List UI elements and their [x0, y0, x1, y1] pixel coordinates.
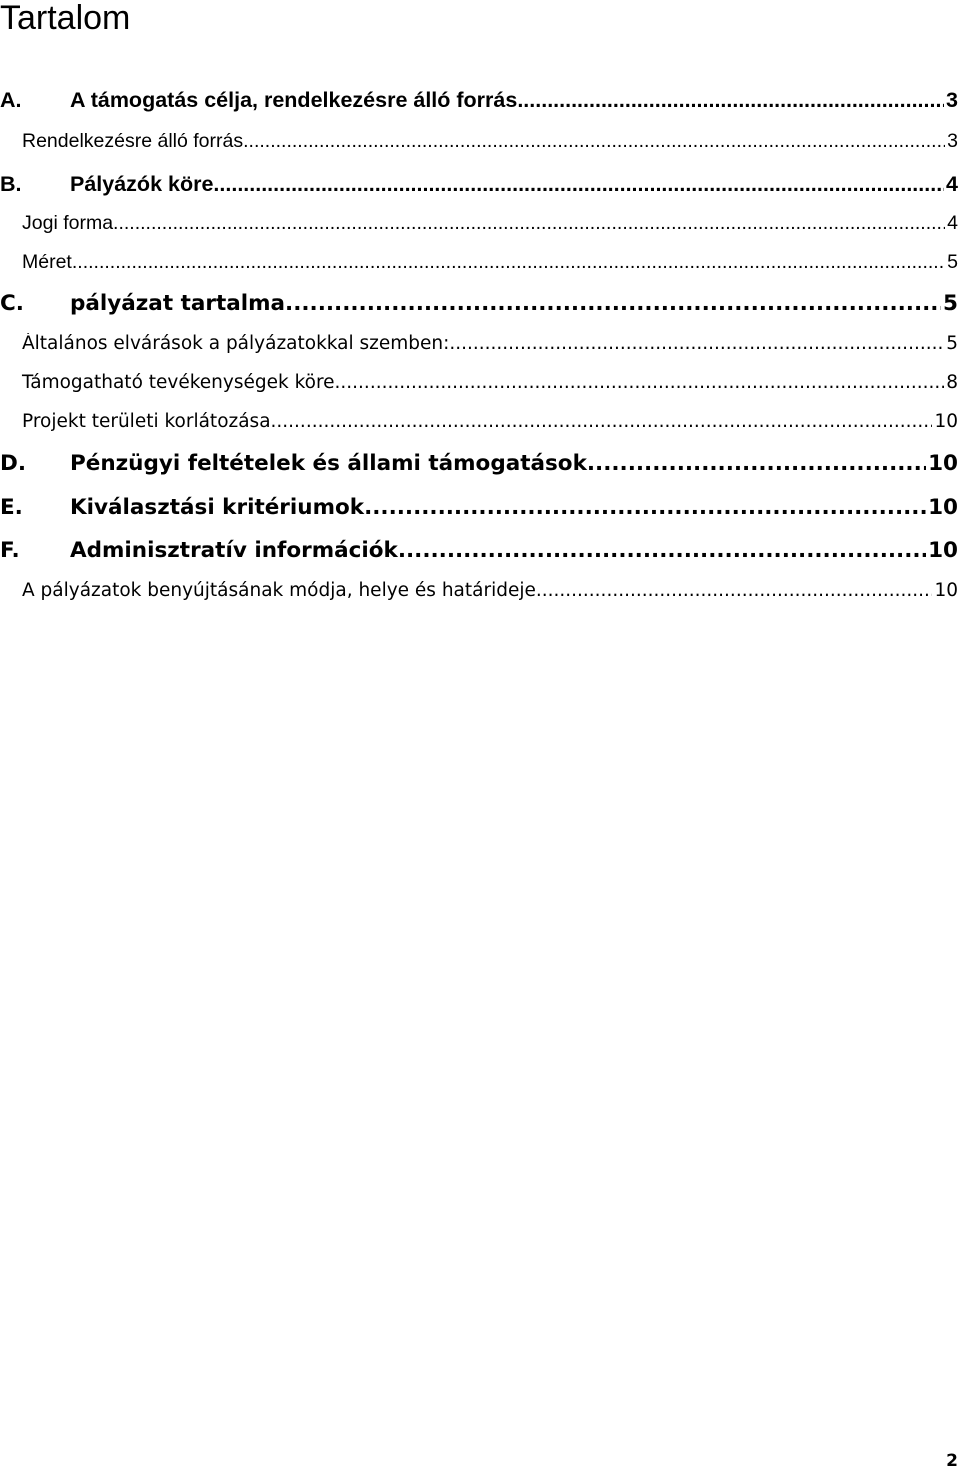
- toc-dot-leader: [113, 212, 945, 235]
- toc-entry-text: Méret: [22, 251, 72, 273]
- toc-entry-page: 8: [946, 372, 958, 393]
- toc-entry-page: 10: [928, 451, 958, 476]
- toc-entry-page: 10: [928, 495, 958, 520]
- toc-dot-leader: [398, 538, 926, 563]
- toc-entry-text: Projekt területi korlátozása: [22, 411, 271, 432]
- toc-entry-meret[interactable]: [0, 251, 960, 281]
- toc-entry-page: 4: [946, 172, 958, 196]
- toc-entry-text: A pályázatok benyújtásának módja, helye és határideje: [22, 580, 536, 601]
- toc-entry-text: Kiválasztási kritériumok: [70, 495, 365, 520]
- toc-entry-f[interactable]: [0, 538, 960, 568]
- toc-entry-letter: A.: [0, 88, 22, 112]
- toc-entry-letter: F.: [0, 538, 20, 563]
- toc-entry-text: A támogatás célja, rendelkezésre álló forrás: [70, 88, 518, 112]
- toc-dot-leader: [536, 580, 933, 601]
- toc-dot-leader: [587, 451, 926, 476]
- toc-entry-page: 5: [943, 291, 958, 316]
- toc-entry-letter: E.: [0, 495, 23, 520]
- toc-entry-altalanos-elvarasok[interactable]: [0, 333, 960, 363]
- toc-entry-text: Jogi forma: [22, 212, 114, 234]
- toc-dot-leader: [449, 333, 944, 354]
- toc-dot-leader: [335, 372, 945, 393]
- toc-entry-text: Általános elvárások a pályázatokkal szemben:: [22, 333, 450, 354]
- toc-entry-page: 10: [928, 538, 958, 563]
- toc-entry-page: 10: [934, 411, 958, 432]
- toc-entry-d[interactable]: [0, 451, 960, 481]
- toc-dot-leader: [364, 495, 926, 520]
- toc-entry-letter: B.: [0, 172, 22, 196]
- toc-entry-text: Rendelkezésre álló forrás: [22, 130, 244, 152]
- toc-entry-e[interactable]: [0, 495, 960, 525]
- toc-dot-leader: [285, 291, 941, 316]
- toc-entry-page: 10: [934, 580, 958, 601]
- toc-entry-letter: D.: [0, 451, 27, 476]
- toc-dot-leader: [271, 411, 933, 432]
- toc-entry-jogi-forma[interactable]: [0, 212, 960, 242]
- toc-entry-text: Adminisztratív információk: [70, 538, 398, 563]
- toc-dot-leader: [213, 172, 944, 197]
- toc-entry-text: pályázat tartalma: [70, 291, 286, 316]
- toc-entry-a[interactable]: [0, 88, 960, 118]
- toc-entry-page: 5: [947, 251, 958, 273]
- toc-entry-page: 4: [947, 212, 958, 234]
- toc-entry-text: Pályázók köre: [70, 172, 214, 196]
- toc-entry-text: Pénzügyi feltételek és állami támogatások: [70, 451, 587, 476]
- toc-entry-b[interactable]: [0, 172, 960, 202]
- toc-entry-text: Támogatható tevékenységek köre: [22, 372, 335, 393]
- toc-entry-benyujtas-modja[interactable]: [0, 580, 960, 610]
- toc-title: Tartalom: [0, 0, 131, 37]
- toc-entry-c[interactable]: [0, 291, 960, 321]
- toc-entry-rendelkezesre-allo-forras[interactable]: [0, 130, 960, 160]
- toc-dot-leader: [243, 130, 945, 153]
- toc-entry-page: 3: [946, 88, 958, 112]
- toc-entry-tamogathato-tevekenysegek[interactable]: [0, 372, 960, 402]
- toc-entry-letter: C.: [0, 291, 24, 316]
- toc-dot-leader: [72, 251, 945, 274]
- toc-entry-page: 3: [947, 130, 958, 152]
- toc-entry-page: 5: [946, 333, 958, 354]
- page-number: 2: [946, 1451, 958, 1471]
- toc-entry-projekt-teruleti-korlatozasa[interactable]: [0, 411, 960, 441]
- toc-dot-leader: [517, 88, 944, 113]
